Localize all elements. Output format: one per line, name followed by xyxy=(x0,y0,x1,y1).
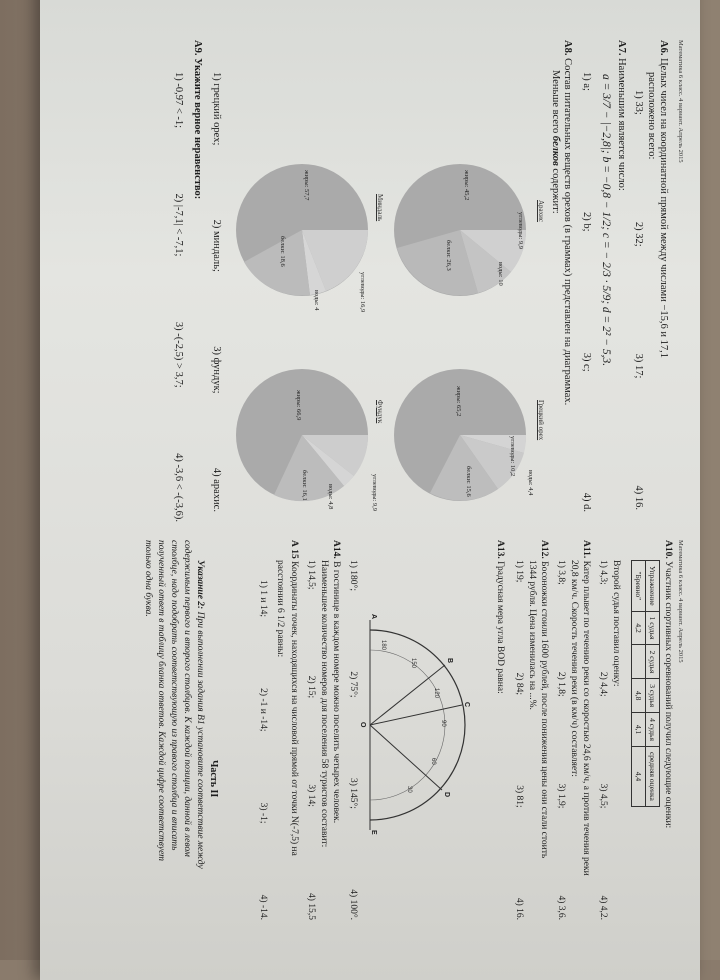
a15-options xyxy=(258,580,268,920)
point-label-c: C xyxy=(463,702,470,708)
a8-text2-c: содержит: xyxy=(550,165,561,214)
a15-option-3[interactable]: 3) -1; xyxy=(258,802,268,824)
part2-title: Часть II xyxy=(208,760,219,798)
a9-option-4[interactable]: 4) -3,6 < -(-3,6). xyxy=(173,453,184,522)
a9-option-1[interactable]: 1) -0,97 < -1; xyxy=(173,72,184,129)
pie-label-peanut-protein: белки: 26,3 xyxy=(445,240,452,271)
scale-mark: 60 xyxy=(430,758,436,765)
a11-text1: Катер плывет по течению реки со скоростью 24,6 км/ч, а против течения реки xyxy=(581,560,591,876)
a13-number: А13. xyxy=(495,540,505,559)
question-a13 xyxy=(493,540,506,694)
a11-option-4[interactable]: 4) 3,6. xyxy=(556,895,566,920)
question-a12 xyxy=(537,540,550,858)
a10-options xyxy=(598,560,608,920)
a10-option-2[interactable]: 2) 4,4; xyxy=(598,671,608,697)
a6-option-1[interactable]: 1) 33; xyxy=(633,90,644,115)
a9-number: А9. xyxy=(192,40,203,56)
table-cell: "Бревно" xyxy=(632,561,646,612)
pie-title-almond: Миндаль xyxy=(376,194,384,222)
scale-mark: 180 xyxy=(380,640,386,651)
right-page-header: Математика 6 класс. 4 вариант. Апрель 2015 xyxy=(677,540,684,663)
a11-text2: 20,8 км/ч. Скорость течения реки (в км/ч) составляет: xyxy=(569,560,579,777)
a12-option-1[interactable]: 1) 19; xyxy=(514,560,524,583)
part2-note-label: Указание 2: xyxy=(195,560,205,610)
a12-option-3[interactable]: 3) 81; xyxy=(514,785,524,808)
a8-text2 xyxy=(549,70,562,214)
a15-option-2[interactable]: 2) -1 и -14; xyxy=(258,688,268,732)
table-cell xyxy=(632,645,646,679)
scale-mark: 30 xyxy=(406,786,412,793)
point-label-e: E xyxy=(370,830,377,835)
a10-text: Участник спортивных соревнований получил следующие оценки: xyxy=(663,561,673,829)
part2-note-line3: столбце, надо подобрать соответствующую из правого столбца и вписать xyxy=(169,540,179,851)
a14-option-4[interactable]: 4) 15,5 xyxy=(306,893,316,920)
pie-label-hazelnut-protein: белки: 16,1 xyxy=(301,470,308,501)
a8-option-1[interactable]: 1) грецкий орех; xyxy=(211,72,222,146)
a8-text1: Состав питательных веществ орехов (в граммах) представлен на диаграммах. xyxy=(562,58,573,406)
part2-note-line2: содержимым первого и второго столбцов. К каждой позиции, данной в левом xyxy=(182,540,192,857)
table-cell: 4,8 xyxy=(632,679,646,713)
a12-option-4[interactable]: 4) 16. xyxy=(514,897,524,920)
question-a10 xyxy=(661,540,674,828)
table-cell: 4,4 xyxy=(632,746,646,806)
a6-option-3[interactable]: 3) 17; xyxy=(633,353,644,379)
pie-label-hazelnut-fat: жиры: 66,9 xyxy=(295,390,302,421)
protractor-scale xyxy=(380,640,446,793)
a14-options xyxy=(306,560,316,920)
a11-number: А11. xyxy=(581,540,591,559)
a8-number: А8. xyxy=(562,40,573,56)
a8-text2-a: Меньше всего xyxy=(550,70,561,136)
a9-option-3[interactable]: 3) -(-2,5) > 3,7; xyxy=(173,321,184,388)
table-cell: 3 судья xyxy=(646,679,660,713)
pie-label-walnut-carbs: углеводы: 10,2 xyxy=(509,436,516,477)
a11-options xyxy=(556,560,566,920)
scale-mark: 150 xyxy=(410,658,416,669)
table-cell: 4,2 xyxy=(632,611,646,645)
a8-option-2[interactable]: 2) миндаль; xyxy=(211,219,222,272)
pie-label-peanut-water: воды: 10 xyxy=(497,262,504,286)
table-cell: 4 судья xyxy=(646,713,660,747)
a6-option-2[interactable]: 2) 32; xyxy=(633,221,644,247)
part2-note-line4: полученный ответ в таблицу бланка ответов. Каждой цифре соответствует xyxy=(156,540,166,862)
a15-number: А 15 xyxy=(289,540,299,559)
pie-label-almond-fat: жиры: 57,7 xyxy=(303,170,310,201)
a8-option-3[interactable]: 3) фундук; xyxy=(211,346,222,394)
pie-title-peanut: Арахис xyxy=(537,200,545,223)
a14-text2: Наименьшее количество номеров для поселения 58 туристов составит: xyxy=(319,560,329,848)
question-a11 xyxy=(579,540,592,876)
a10-scores-table xyxy=(631,560,660,807)
a7-option-3[interactable]: 3) c; xyxy=(581,352,592,372)
pie-chart-peanut xyxy=(390,150,530,310)
protractor-inner-arc xyxy=(370,650,445,800)
a10-option-4[interactable]: 4) 4,2. xyxy=(598,895,608,920)
question-a9 xyxy=(191,40,204,199)
a7-number: А7. xyxy=(616,40,627,56)
question-a6 xyxy=(657,40,670,358)
table-cell: 4,1 xyxy=(632,713,646,747)
a12-text1: Босоножки стоили 1600 рублей, после понижения цены они стали стоить xyxy=(539,561,549,859)
pie-label-almond-water: воды: 4 xyxy=(313,290,320,311)
a12-option-2[interactable]: 2) 84; xyxy=(514,672,524,696)
a7-option-4[interactable]: 4) d. xyxy=(581,492,592,512)
a7-option-2[interactable]: 2) b; xyxy=(581,212,592,232)
pie-label-hazelnut-carbs: углеводы: 9,9 xyxy=(371,474,378,512)
a10-ask: Второй судья поставил оценку: xyxy=(611,560,621,687)
a6-text2: расположено всего: xyxy=(646,72,657,160)
scale-mark: 90 xyxy=(440,720,446,727)
point-label-a: A xyxy=(370,614,377,620)
part2-note-line1 xyxy=(193,560,206,869)
a8-options xyxy=(211,72,222,512)
a13-option-3[interactable]: 3) 145°; xyxy=(348,777,358,809)
question-a8 xyxy=(561,40,574,405)
part2-note-line5: только одна буква. xyxy=(143,540,153,617)
a10-option-3[interactable]: 3) 4,5; xyxy=(598,783,608,809)
a12-number: А12. xyxy=(539,540,549,559)
a6-number: А6. xyxy=(658,40,669,56)
a7-options xyxy=(581,72,592,512)
a8-text2-b: белков xyxy=(550,135,561,166)
left-page-header: Математика 6 класс. 4 вариант. Апрель 2015 xyxy=(677,40,684,163)
ray-oc xyxy=(370,705,462,725)
a14-number: А14. xyxy=(331,540,341,559)
a14-option-3[interactable]: 3) 14; xyxy=(306,784,316,807)
a10-number: А10. xyxy=(663,540,673,559)
a6-option-4[interactable]: 4) 16. xyxy=(633,485,644,510)
scale-mark: 120 xyxy=(433,688,439,699)
pie-label-almond-carbs: углеводы: 16,9 xyxy=(359,272,366,313)
table-cell: средняя оценка xyxy=(646,746,660,806)
part2-note-text: При выполнении задания В1 установите соответствие между xyxy=(195,609,205,869)
protractor-point-labels xyxy=(359,614,470,835)
a15-text1: Координаты точек, находящихся на числовой прямой от точки N(-7,5) на xyxy=(289,561,299,856)
pie-chart-walnut xyxy=(390,355,530,515)
a13-option-1[interactable]: 1) 180°; xyxy=(348,560,358,591)
a13-option-2[interactable]: 2) 75°; xyxy=(348,671,358,698)
a14-text1: В гостинице в каждом номере можно поселить четырех человек. xyxy=(331,561,341,824)
point-label-o: O xyxy=(359,722,366,728)
pie-title-walnut: Грецкий орех xyxy=(537,400,545,441)
protractor-diagram xyxy=(360,610,490,840)
a9-option-2[interactable]: 2) |-7,1| < -7,1; xyxy=(173,193,184,257)
a9-options xyxy=(173,72,184,522)
a13-options xyxy=(348,560,358,920)
a7-text: Наименьшим является число: xyxy=(616,58,627,191)
a15-option-4[interactable]: 4) -14. xyxy=(258,894,268,920)
table-cell: 1 судья xyxy=(646,611,660,645)
table-row xyxy=(632,561,646,807)
a8-option-4[interactable]: 4) арахис. xyxy=(211,467,222,512)
a11-option-2[interactable]: 2) 1,8; xyxy=(556,671,566,697)
a10-option-1[interactable]: 1) 4,3; xyxy=(598,560,608,585)
a14-option-2[interactable]: 2) 15; xyxy=(306,675,316,699)
pie-title-hazelnut: Фундук xyxy=(376,400,384,424)
a14-option-1[interactable]: 1) 14,5; xyxy=(306,560,316,590)
a15-option-1[interactable]: 1) 1 и 14; xyxy=(258,580,268,618)
question-a7 xyxy=(615,40,628,191)
a15-text2: расстоянии 6 1/2 равны: xyxy=(275,560,285,658)
point-label-b: B xyxy=(446,658,453,664)
a12-text2: 1344 рубля. Цена изменилась на ...%. xyxy=(527,560,537,710)
pie-label-walnut-protein: белки: 15,6 xyxy=(465,466,472,497)
a9-text: Укажите верное неравенство: xyxy=(192,58,203,200)
a11-option-1[interactable]: 1) 3,8; xyxy=(556,560,566,585)
a7-expression: a = 3/7 − |−2,8|; b = −0,8 − 1/2; c = − 2/3 · 5/9; d = 2² − 5,3. xyxy=(600,74,612,367)
a11-option-3[interactable]: 3) 1,9; xyxy=(556,783,566,809)
pie-label-peanut-carbs: углеводы: 9,9 xyxy=(517,212,524,250)
question-a15 xyxy=(287,540,300,856)
pie-label-walnut-fat: жиры: 65,2 xyxy=(455,386,462,417)
table-cell: 2 судья xyxy=(646,645,660,679)
pie-label-peanut-fat: жиры: 45,2 xyxy=(463,170,470,201)
point-label-d: D xyxy=(443,792,450,798)
pie-label-walnut-water: воды: 4,4 xyxy=(527,470,534,496)
table-row xyxy=(646,561,660,807)
a13-option-4[interactable]: 4) 100°. xyxy=(348,889,358,920)
a7-option-1[interactable]: 1) a; xyxy=(581,72,592,91)
table-cell: Упражнение xyxy=(646,561,660,612)
a13-text: Градусная мера угла BOD равна: xyxy=(495,561,505,694)
pie-label-almond-protein: белки: 18,6 xyxy=(279,236,286,267)
question-a14 xyxy=(329,540,342,823)
pie-label-hazelnut-water: воды: 4,8 xyxy=(327,484,334,510)
a6-options xyxy=(633,90,644,510)
a6-text1: Целых чисел на координатной прямой между числами −15,6 и 17,1 xyxy=(658,58,669,358)
a12-options xyxy=(514,560,524,920)
